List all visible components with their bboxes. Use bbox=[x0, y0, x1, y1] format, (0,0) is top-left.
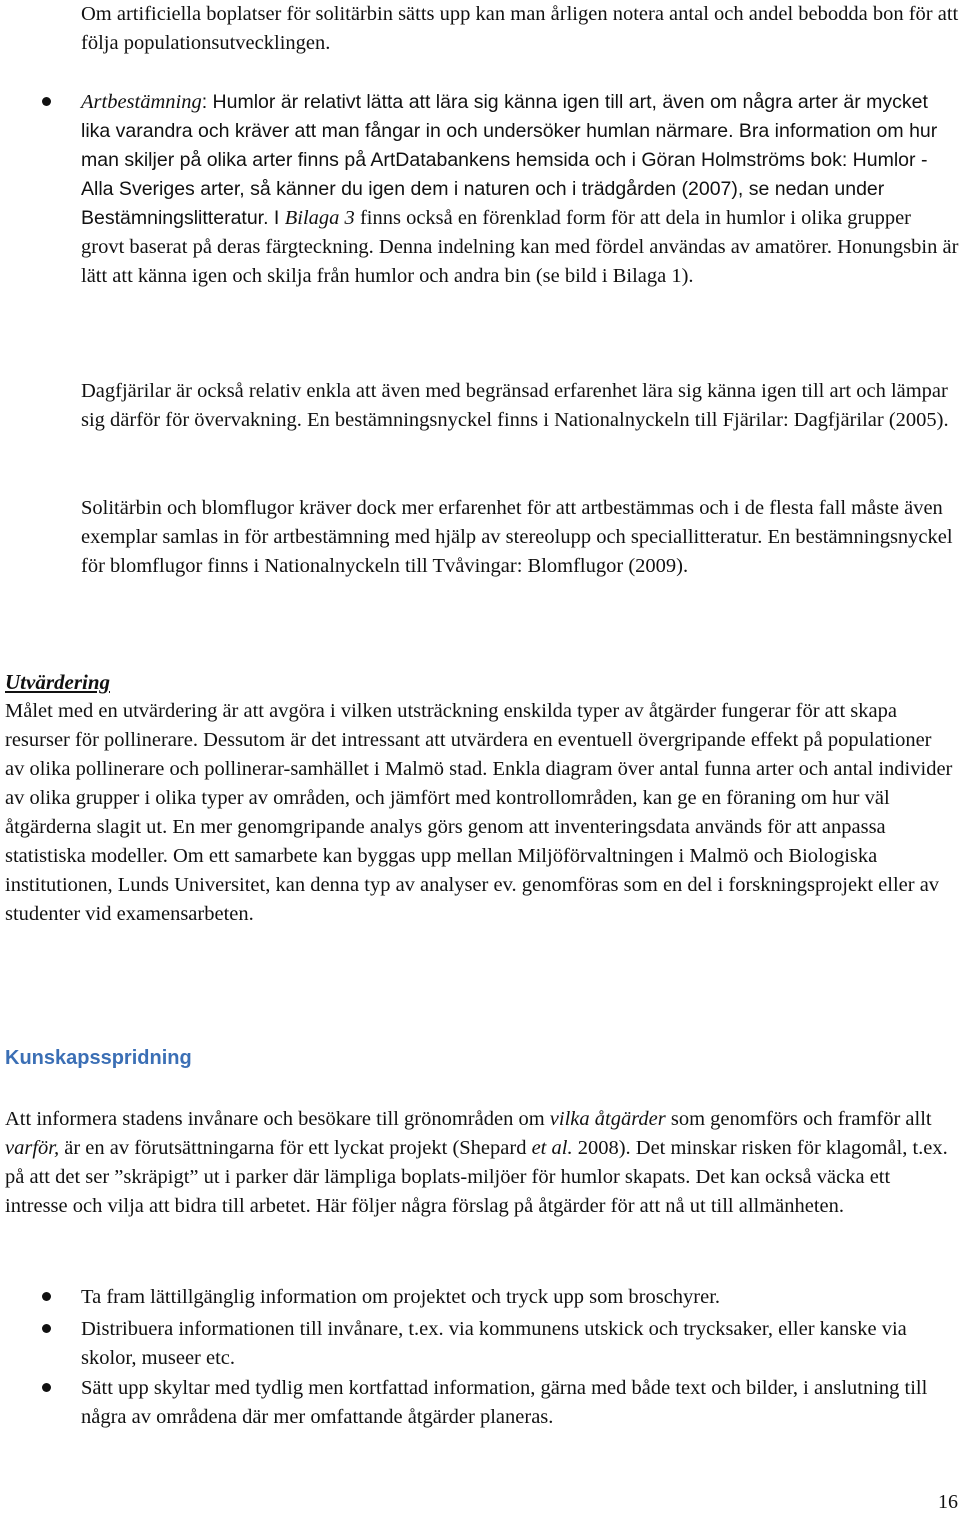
utvardering-heading: Utvärdering bbox=[5, 670, 110, 694]
bullet-icon bbox=[42, 1383, 51, 1392]
kunskapsspridning-paragraph bbox=[5, 1105, 955, 1221]
bullet-item: Distribuera informationen till invånare, t.ex. via kommunens utskick och trycksaker, eller kanske via skolor, museer etc. bbox=[81, 1318, 907, 1369]
bullet-item: Sätt upp skyltar med tydlig men kortfattad information, gärna med både text och bilder, i anslutning till några av områdena där mer omfattande åtgärder planeras. bbox=[81, 1377, 928, 1428]
kunskap-italic-2: varför, bbox=[5, 1137, 60, 1159]
bullet-item: Ta fram lättillgänglig information om projektet och tryck upp som broschyrer. bbox=[81, 1286, 721, 1308]
bullet-icon bbox=[42, 1324, 51, 1333]
utvardering-paragraph: Målet med en utvärdering är att avgöra i vilken utsträckning enskilda typer av åtgärder fungerar för att skapa resurser för pollinerare. Dessutom är det intressant att utvärdera en eventuell övergripande effekt på populationer av olika pollinerare och pollinerar-samhället i Malmö stad. Enkla diagram över antal funna arter och antal individer av olika grupper i olika typer av områden, och jämfört med kontrollområden, kan ge en föraning om hur väl åtgärderna slagit ut. En mer genomgripande analys görs genom att inventeringsdata används för att anpassa statistiska modeller. Om ett samarbete kan byggas upp mellan Miljöförvaltningen i Malmö och Biologiska institutionen, Lunds Universitet, kan denna typ av analyser ev. genomföras som en del i forskningsprojekt eller av studenter vid examensarbeten. bbox=[5, 700, 953, 925]
bullet-icon bbox=[42, 1292, 51, 1301]
solitarbin-paragraph: Solitärbin och blomflugor kräver dock mer erfarenhet för att artbestämmas och i de flesta fall måste även exemplar samlas in för artbestämning med hjälp av stereolupp och speciallitteratur. En bestämningsnyckel för blomflugor finns i Nationalnyckeln till Tvåvingar: Blomflugor (2009). bbox=[81, 497, 953, 577]
dagfjarilar-paragraph: Dagfjärilar är också relativ enkla att även med begränsad erfarenhet lära sig känna igen till art och lämpar sig därför för övervakning. En bestämningsnyckel finns i Nationalnyckeln till Fjärilar: Dagfjärilar (2005). bbox=[81, 380, 949, 431]
intro-paragraph: Om artificiella boplatser för solitärbin sätts upp kan man årligen notera antal och andel bebodda bon för att följa populationsutvecklingen. bbox=[81, 3, 959, 54]
bilaga-reference: Bilaga 3 bbox=[284, 207, 355, 229]
artbestamning-paragraph bbox=[81, 88, 959, 291]
artbestamning-label: Artbestämning bbox=[81, 91, 202, 113]
kunskap-text-2: som genomförs och framför allt bbox=[665, 1108, 932, 1130]
kunskap-text-4: 2008). Det minskar risken för klagomål, t.ex. på att det ser ”skräpigt” ut i parker där lämpliga boplats-miljöer för humlor skapats. Det kan också väcka ett intresse och vilja att bidra till arbetet. Här följer några förslag på åtgärder för att nå ut till allmänheten. bbox=[5, 1137, 948, 1217]
kunskap-italic-1: vilka åtgärder bbox=[549, 1108, 666, 1130]
bullet-icon bbox=[42, 97, 51, 106]
artbestamning-text-a: : Humlor är relativt lätta att lära sig känna igen till art, även om några arter är mycket lika varandra och kräver att man fångar in och undersöker humlan närmare. Bra information om hur man skiljer på olika arter finns på ArtDatabankens hemsida och i Göran Holmströms bok: Humlor - Alla Sveriges arter, så känner du igen dem i naturen och i trädgården (2007), se nedan under Bestämningslitteratur. I bbox=[81, 91, 938, 229]
artbestamning-text-b: finns också en förenklad form för att dela in humlor i olika grupper grovt baserat på deras färgteckning. Denna indelning kan med fördel användas av amatörer. Honungsbin är lätt att känna igen och skilja från humlor och andra bin (se bild i Bilaga 1). bbox=[81, 207, 959, 287]
kunskap-text-1: Att informera stadens invånare och besökare till grönområden om bbox=[5, 1108, 550, 1130]
kunskap-italic-3: et al. bbox=[531, 1137, 573, 1159]
kunskap-text-3: är en av förutsättningarna för ett lyckat projekt (Shepard bbox=[59, 1137, 532, 1159]
page-number: 16 bbox=[938, 1491, 958, 1513]
kunskapsspridning-heading: Kunskapsspridning bbox=[5, 1047, 192, 1069]
